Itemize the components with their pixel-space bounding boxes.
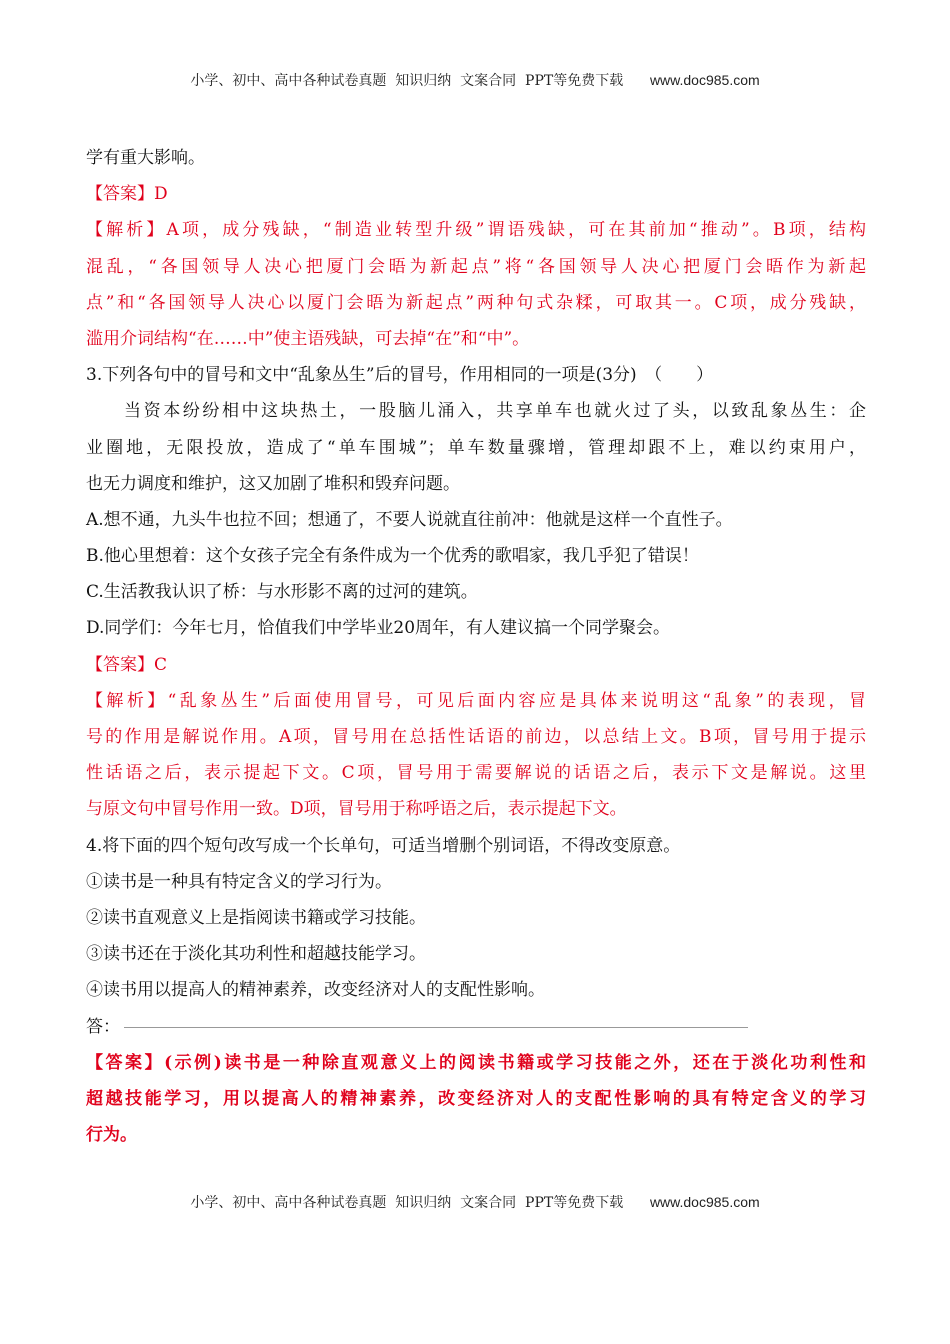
passage-line: 当资本纷纷相中这块热土，一股脑儿涌入，共享单车也就火过了头，以致乱象丛生：企 — [124, 401, 866, 422]
header-url: www.doc985.com — [649, 72, 760, 88]
model-answer-line: 【答案】(示例)读书是一种除直观意义上的阅读书籍或学习技能之外，还在于淡化功利性和 — [86, 1052, 866, 1073]
short-sentence: ①读书是一种具有特定含义的学习行为。 — [86, 871, 392, 892]
passage-line: 业圈地，无限投放，造成了“单车围城”；单车数量骤增，管理却跟不上，难以约束用户， — [86, 437, 866, 458]
short-sentence: ③读书还在于淡化其功利性和超越技能学习。 — [86, 944, 426, 965]
answer-prompt: 答： — [86, 1016, 120, 1037]
explanation-line: 滥用介词结构“在……中”使主语残缺，可去掉“在”和“中”。 — [86, 328, 530, 349]
text-line: 学有重大影响。 — [86, 148, 205, 168]
answer-line: 【答案】C — [86, 654, 168, 675]
explanation-line: 混乱，“各国领导人决心把厦门会晤为新起点”将“各国领导人决心把厦门会晤作为新起 — [86, 256, 866, 277]
page-header — [0, 70, 950, 90]
footer-url: www.doc985.com — [649, 1194, 760, 1210]
explanation-line: 【解析】“乱象丛生”后面使用冒号，可见后面内容应是具体来说明这“乱象”的表现，冒 — [86, 690, 866, 711]
question-line: 3.下列各句中的冒号和文中“乱象丛生”后的冒号，作用相同的一项是(3分) （ ） — [86, 365, 714, 386]
short-sentence: ②读书直观意义上是指阅读书籍或学习技能。 — [86, 907, 426, 928]
model-answer-line: 超越技能学习，用以提高人的精神素养，改变经济对人的支配性影响的具有特定含义的学习 — [86, 1088, 866, 1109]
explanation-line: 点”和“各国领导人决心以厦门会晤为新起点”两种句式杂糅，可取其一。C项，成分残缺， — [86, 292, 866, 313]
explanation-line: 【解析】A项，成分残缺，“制造业转型升级”谓语残缺，可在其前加“推动”。B项，结构 — [86, 220, 866, 241]
model-answer-line: 行为。 — [86, 1125, 137, 1146]
explanation-line: 号的作用是解说作用。A项，冒号用在总括性话语的前边，以总结上文。B项，冒号用于提示 — [86, 727, 866, 747]
answer-blank — [124, 1026, 748, 1028]
document-body — [86, 140, 866, 1153]
footer-text: 小学、初中、高中各种试卷真题 知识归纳 文案合同 PPT等免费下载 — [190, 1195, 624, 1211]
header-text: 小学、初中、高中各种试卷真题 知识归纳 文案合同 PPT等免费下载 — [190, 73, 624, 89]
answer-line: 【答案】D — [86, 184, 168, 205]
passage-line: 也无力调度和维护，这又加剧了堆积和毁弃问题。 — [86, 473, 460, 494]
option-a: A.想不通，九头牛也拉不回；想通了，不要人说就直往前冲：他就是这样一个直性子。 — [86, 509, 733, 530]
option-c: C.生活教我认识了桥：与水形影不离的过河的建筑。 — [86, 582, 478, 603]
explanation-line: 与原文句中冒号作用一致。D项，冒号用于称呼语之后，表示提起下文。 — [86, 799, 627, 820]
page-footer — [0, 1192, 950, 1212]
answer-blank-line — [86, 1009, 866, 1045]
question-line: 4.将下面的四个短句改写成一个长单句，可适当增删个别词语，不得改变原意。 — [86, 835, 681, 856]
option-d: D.同学们：今年七月，恰值我们中学毕业20周年，有人建议搞一个同学聚会。 — [86, 618, 671, 639]
option-b: B.他心里想着：这个女孩子完全有条件成为一个优秀的歌唱家，我几乎犯了错误！ — [86, 546, 699, 567]
explanation-line: 性话语之后，表示提起下文。C项，冒号用于需要解说的话语之后，表示下文是解说。这里 — [86, 763, 866, 784]
short-sentence: ④读书用以提高人的精神素养，改变经济对人的支配性影响。 — [86, 980, 545, 1001]
